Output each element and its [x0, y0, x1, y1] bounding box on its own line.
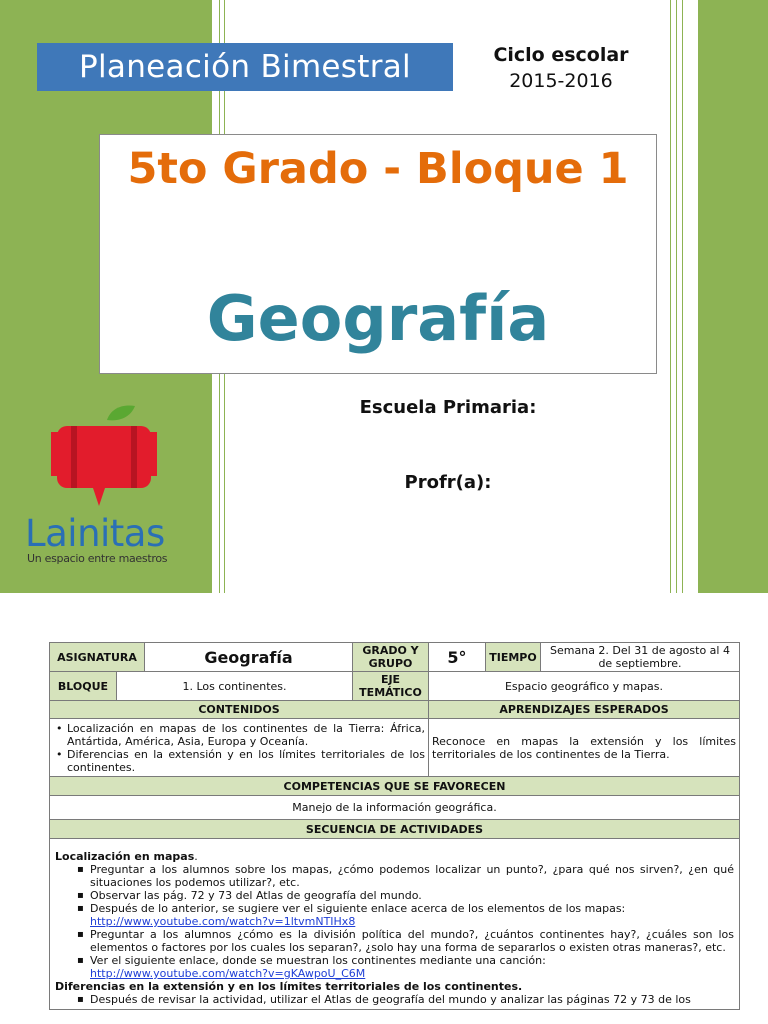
contenidos-header: CONTENIDOS — [50, 701, 429, 719]
decorative-line — [676, 0, 677, 593]
secuencia-header: SECUENCIA DE ACTIVIDADES — [50, 820, 740, 839]
ciclo-years: 2015-2016 — [509, 70, 613, 92]
decorative-line — [682, 0, 683, 593]
list-item — [55, 954, 734, 980]
list-item — [55, 902, 734, 928]
ciclo-label: Ciclo escolar — [493, 44, 629, 66]
banner-title: Planeación Bimestral — [37, 43, 453, 91]
lainitas-logo — [22, 402, 202, 572]
tiempo-value: Semana 2. Del 31 de agosto al 4 de septiembre. — [541, 643, 740, 672]
grado-value: 5° — [429, 643, 486, 672]
list-item-text: Después de lo anterior, se sugiere ver el siguiente enlace acerca de los elementos de los mapas: — [90, 902, 626, 915]
competencias-header: COMPETENCIAS QUE SE FAVORECEN — [50, 777, 740, 796]
secuencia-cell — [50, 839, 740, 1010]
eje-value: Espacio geográfico y mapas. — [429, 672, 740, 701]
youtube-link[interactable]: http://www.youtube.com/watch?v=gKAwpoU_C6M — [90, 967, 366, 980]
bloque-value: 1. Los continentes. — [117, 672, 353, 701]
youtube-link[interactable]: http://www.youtube.com/watch?v=1ltvmNTIHx8 — [90, 915, 356, 928]
list-item: ▪ Preguntar a los alumnos ¿cómo es la división política del mundo?, ¿cuántos continentes hay?, ¿cuáles son los elementos o factores por los cuales los separan?, ¿solo hay una forma de separarlos o existen otras maneras?, etc. — [55, 928, 734, 954]
competencia-value: Manejo de la información geográfica. — [50, 796, 740, 820]
grado-label: GRADO Y GRUPO — [353, 643, 429, 672]
bloque-label: BLOQUE — [50, 672, 117, 701]
list-item-text: Ver el siguiente enlace, donde se muestran los continentes mediante una canción: — [90, 954, 546, 967]
subject-title: Geografía — [206, 282, 550, 355]
asignatura-label: ASIGNATURA — [50, 643, 145, 672]
section-title: Localización en mapas — [55, 850, 195, 863]
list-item: • Localización en mapas de los continentes de la Tierra: África, Antártida, América, Asia, Europa y Oceanía. — [53, 722, 425, 748]
grade-title: 5to Grado - Bloque 1 — [127, 144, 629, 194]
contenidos-cell — [50, 719, 429, 777]
planning-table — [49, 642, 739, 1010]
section-title: Diferencias en la extensión y en los límites territoriales de los continentes. — [55, 980, 523, 993]
aprendizaje-cell: Reconoce en mapas la extensión y los límites territoriales de los continentes de la Tierra. — [429, 719, 740, 777]
list-item: • Diferencias en la extensión y en los límites territoriales de los continentes. — [53, 748, 425, 774]
tiempo-label: TIEMPO — [486, 643, 541, 672]
section-title-suffix: . — [194, 850, 198, 863]
logo-name: Lainitas — [25, 512, 165, 555]
list-item: ▪ Observar las pág. 72 y 73 del Atlas de geografía del mundo. — [55, 889, 734, 902]
logo-tagline: Un espacio entre maestros — [27, 552, 168, 565]
aprendizajes-header: APRENDIZAJES ESPERADOS — [429, 701, 740, 719]
list-item: ▪ Después de revisar la actividad, utilizar el Atlas de geografía del mundo y analizar las páginas 72 y 73 de los — [55, 993, 734, 1006]
profr-label: Profr(a): — [404, 472, 492, 493]
eje-label: EJE TEMÁTICO — [353, 672, 429, 701]
escuela-label: Escuela Primaria: — [359, 397, 537, 418]
decorative-line — [670, 0, 671, 593]
grade-box — [99, 134, 657, 374]
list-item: ▪ Preguntar a los alumnos sobre los mapas, ¿cómo podemos localizar un punto?, ¿para qué nos sirven?, ¿en qué situaciones los podemos utilizar?, etc. — [55, 863, 734, 889]
right-green-bar — [698, 0, 768, 593]
apple-logo-icon — [49, 402, 159, 508]
asignatura-value: Geografía — [145, 643, 353, 672]
